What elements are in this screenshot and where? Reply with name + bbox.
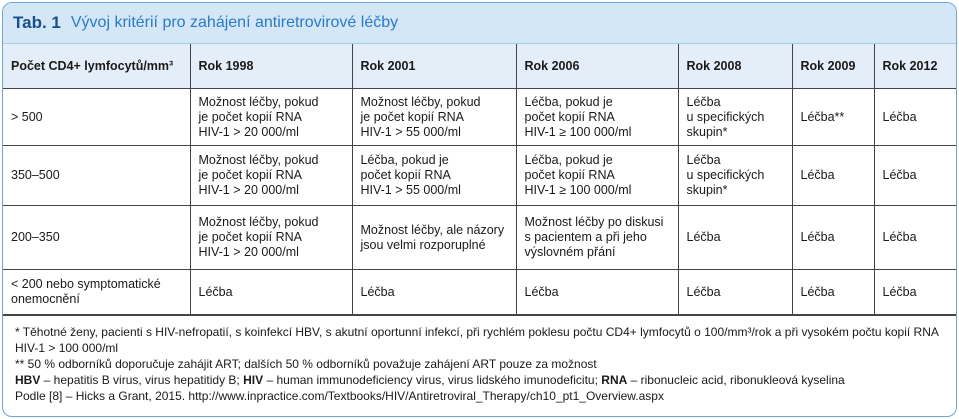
- cell-line: Léčba, pokud je: [524, 153, 613, 167]
- cell-line: je počet kopií RNA: [360, 109, 465, 124]
- criterion-cell: [874, 206, 956, 270]
- criterion-cell: [678, 206, 792, 270]
- cell-line: Léčba: [686, 230, 721, 244]
- cell-line: Léčba: [882, 109, 917, 124]
- column-header: Rok 1998: [190, 44, 352, 89]
- criterion-cell: [792, 146, 874, 206]
- criterion-cell: [874, 270, 956, 315]
- criterion-cell: [792, 270, 874, 315]
- cell-line: HIV-1 > 55 000/ml: [360, 124, 461, 139]
- cell-line: HIV-1 > 20 000/ml: [198, 183, 299, 197]
- criteria-table: [3, 44, 956, 315]
- table-row: [3, 89, 956, 146]
- criterion-cell: [190, 146, 352, 206]
- cell-line: Léčba: [800, 230, 835, 244]
- cell-line: HIV-1 > 55 000/ml: [360, 183, 461, 197]
- cell-line: je počet kopií RNA: [198, 109, 303, 124]
- cell-line: jsou velmi rozporuplné: [360, 237, 486, 252]
- cell-line: počet kopií RNA: [524, 168, 615, 182]
- cd4-count-cell: [3, 89, 190, 146]
- table-notes: [3, 315, 956, 404]
- footnote-experts: ** 50 % odborníků doporučuje zahájit ART; dalších 50 % odborníků považuje zahájení ART pouze za možnost: [15, 357, 597, 371]
- abbr-rna-def: – ribonucleic acid, ribonukleová kyselina: [627, 373, 845, 387]
- cell-line: výslovném přání: [524, 245, 616, 259]
- criterion-cell: [190, 206, 352, 270]
- criterion-cell: [190, 89, 352, 146]
- cell-line: Možnost léčby, ale názory: [360, 222, 505, 237]
- cell-line: Léčba: [524, 284, 559, 299]
- cell-line: Léčba: [882, 230, 917, 244]
- cell-line: 200–350: [11, 230, 60, 244]
- cell-line: Možnost léčby, pokud: [198, 153, 319, 167]
- cell-line: Léčba: [800, 284, 835, 299]
- criterion-cell: [678, 146, 792, 206]
- cd4-count-cell: [3, 206, 190, 270]
- cell-line: Léčba: [686, 153, 721, 167]
- cell-line: Léčba**: [800, 109, 845, 124]
- cell-line: počet kopií RNA: [524, 109, 615, 124]
- cell-line: 350–500: [11, 168, 60, 182]
- cell-line: u specifických: [686, 168, 765, 182]
- cell-line: Možnost léčby, pokud: [198, 215, 319, 229]
- cell-line: Léčba: [882, 284, 917, 299]
- criterion-cell: [352, 146, 516, 206]
- criterion-cell: [516, 89, 678, 146]
- table-row: [3, 146, 956, 206]
- cell-line: je počet kopií RNA: [198, 168, 303, 182]
- column-header: Počet CD4+ lymfocytů/mm³: [3, 44, 190, 89]
- cell-line: Léčba: [198, 284, 233, 299]
- criterion-cell: [516, 270, 678, 315]
- abbr-rna: RNA: [601, 373, 628, 387]
- criterion-cell: [678, 270, 792, 315]
- criterion-cell: [190, 270, 352, 315]
- cell-line: skupin*: [686, 124, 728, 139]
- cell-line: Léčba: [800, 168, 835, 182]
- criterion-cell: [352, 270, 516, 315]
- cell-line: < 200 nebo symptomatické: [11, 277, 161, 291]
- column-header: Rok 2001: [352, 44, 516, 89]
- cell-line: HIV-1 ≥ 100 000/ml: [524, 124, 632, 139]
- cell-line: Možnost léčby, pokud: [360, 94, 481, 109]
- cell-line: Léčba, pokud je: [360, 153, 449, 167]
- cell-line: HIV-1 > 20 000/ml: [198, 245, 299, 259]
- criterion-cell: [516, 146, 678, 206]
- column-header: Rok 2006: [516, 44, 678, 89]
- abbreviations: [15, 372, 944, 388]
- column-header: Rok 2012: [874, 44, 956, 89]
- criterion-cell: [352, 206, 516, 270]
- cell-line: skupin*: [686, 183, 728, 197]
- cell-line: HIV-1 > 20 000/ml: [198, 124, 299, 139]
- criterion-cell: [792, 89, 874, 146]
- criterion-cell: [874, 146, 956, 206]
- criterion-cell: [352, 89, 516, 146]
- cd4-count-cell: [3, 146, 190, 206]
- column-header: Rok 2009: [792, 44, 874, 89]
- cell-line: je počet kopií RNA: [198, 230, 303, 244]
- cell-line: s pacientem a při jeho: [524, 230, 647, 244]
- abbr-hbv: HBV: [15, 373, 41, 387]
- table-title-bar: [3, 3, 956, 44]
- cell-line: Léčba: [686, 94, 721, 109]
- column-header: Rok 2008: [678, 44, 792, 89]
- criterion-cell: [678, 89, 792, 146]
- cell-line: HIV-1 ≥ 100 000/ml: [524, 183, 632, 197]
- cell-line: Léčba: [686, 284, 721, 299]
- footnote-pregnant: * Těhotné ženy, pacienti s HIV-nefropatií, s koinfekcí HBV, s akutní oportunní infekcí, při rychlém poklesu počtu CD4+ lymfocytů o 100/mm³/rok a při vysokém počtu kopií RNA HIV-1 > 100 000/ml: [15, 325, 939, 355]
- source-citation: Podle [8] – Hicks a Grant, 2015. http://www.inpractice.com/Textbooks/HIV/Antiretroviral_Therapy/ch10_pt1_Overview.aspx: [15, 389, 664, 403]
- cd4-count-cell: [3, 270, 190, 315]
- cell-line: Možnost léčby po diskusi: [524, 215, 664, 229]
- abbr-hbv-def: – hepatitis B virus, virus hepatitidy B;: [40, 373, 244, 387]
- cell-line: Léčba, pokud je: [524, 94, 613, 109]
- table-frame: [2, 2, 957, 417]
- header-row: [3, 44, 956, 89]
- criterion-cell: [792, 206, 874, 270]
- cell-line: onemocnění: [11, 292, 80, 306]
- criterion-cell: [516, 206, 678, 270]
- table-title: Vývoj kritérií pro zahájení antiretrovirové léčby: [70, 14, 399, 31]
- criterion-cell: [874, 89, 956, 146]
- abbr-hiv-def: – human immunodeficiency virus, virus lidského imunodeficitu;: [263, 373, 602, 387]
- abbr-hiv: HIV: [243, 373, 264, 387]
- table-row: [3, 270, 956, 315]
- table-number: Tab. 1: [13, 13, 61, 32]
- cell-line: > 500: [11, 109, 43, 124]
- cell-line: Léčba: [360, 284, 395, 299]
- table-row: [3, 206, 956, 270]
- cell-line: Možnost léčby, pokud: [198, 94, 319, 109]
- cell-line: u specifických: [686, 109, 765, 124]
- cell-line: Léčba: [882, 168, 917, 182]
- cell-line: počet kopií RNA: [360, 168, 451, 182]
